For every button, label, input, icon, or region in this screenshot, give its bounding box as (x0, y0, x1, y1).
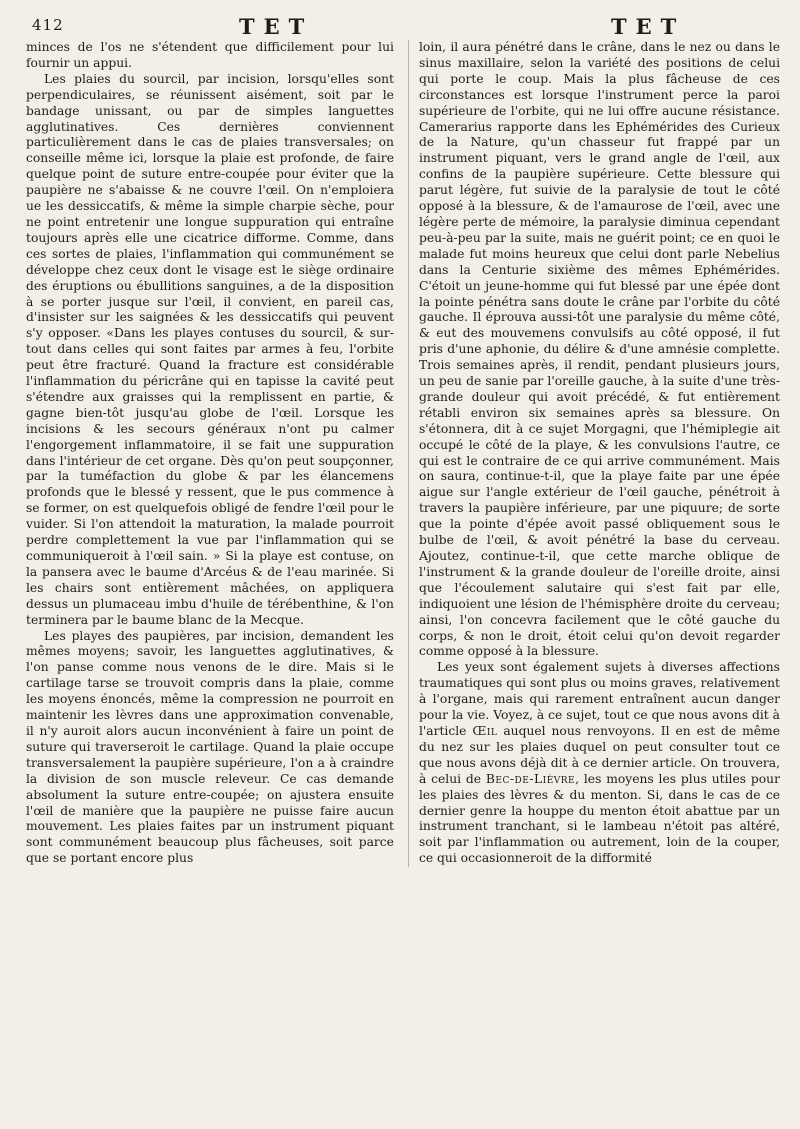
paragraph: Les plaies du sourcil, par incision, lorsqu'elles sont perpendiculaires, se réunissent aisément, soit par le bandage unissant, ou par de simples languettes agglutinatives. Ces dernières conviennent particulièrement dans le cas de plaies transversales; on conseille même ici, lorsque la plaie est profonde, de faire quelque point de suture entre-coupée pour éviter que la paupière ne s'abaisse & ne couvre l'œil. On n'emploiera ue les dessiccatifs, & même la simple charpie sèche, pour ne point entretenir une longue suppuration qui entraîne toujours après elle une cicatrice difforme. Comme, dans ces sortes de plaies, l'inflammation qui communément se développe chez ceux dont le visage est le siège ordinaire des éruptions ou ébullitions sanguines, a de la disposition à se porter jusque sur l'œil, il convient, en pareil cas, d'insister sur les saignées & les dessiccatifs qui peuvent s'y opposer. «Dans les playes contuses du sourcil, & sur-tout dans celles qui sont faites par armes à feu, l'orbite peut être fracturé. Quand la fracture est considérable l'inflammation du péricrâne qui en tapisse la cavité peut s'étendre aux graisses qui la remplissent en partie, & gagne bien-tôt jusqu'au globe de l'œil. Lorsque les incisions & les secours généraux n'ont pu calmer l'engorgement inflammatoire, il se fait une suppuration dans l'intérieur de cet organe. Dès qu'on peut soupçonner, par la tuméfaction du globe & par les élancemens profonds que le blessé y ressent, que le pus commence à se former, on est quelquefois obligé de fendre l'œil pour le vuider. Si l'on attendoit la maturation, la malade pourroit perdre complettement la vue par l'inflammation qui se communiqueroit à l'œil sain. » Si la playe est contuse, on la pansera avec le baume d'Arcéus & de l'eau marinée. Si les chairs sont entièrement mâchées, on appliquera dessus un plumaceau imbu d'huile de térébenthine, & l'on terminera par le baume blanc de la Mecque. (26, 71, 394, 627)
cross-reference: Bec-de-Lièvre (485, 771, 576, 786)
running-title-right: TET (611, 14, 686, 39)
paragraph-text: auquel nous renvoyons. Il en est de même du nez sur les plaies duquel on peut consulter tout ce que nous avons déjà dit à ce dernier article. On trouvera, à celui de (418, 723, 780, 786)
right-column (408, 40, 780, 867)
page-number: 412 (32, 16, 64, 34)
left-column (26, 40, 394, 867)
paragraph: loin, il aura pénétré dans le crâne, dans le nez ou dans le sinus maxillaire, selon la variété des positions de celui qui porte le coup. Mais la plus fâcheuse de ces circonstances est lorsque l'instrument perce la paroi supérieure de l'orbite, qui ne lui offre aucune résistance. Camerarius rapporte dans les Ephémérides des Curieux de la Nature, qu'un chasseur fut frappé par un instrument piquant, vers le grand angle de l'œil, aux confins de la paupière supérieure. Cette blessure qui parut légère, fut suivie de la paralysie de tout le côté opposé à la blessure, & de l'amaurose de l'œil, avec une légère perte de mémoire, la paralysie diminua cependant peu-à-peu par la suite, mais ne guérit point; ce en quoi le malade fut moins heureux que celui dont parle Nebelius dans la Centurie sixième des mêmes Ephémérides. C'étoit un jeune-homme qui fut blessé par une épée dont la pointe pénétra sans doute le crâne par l'orbite du côté gauche. Il éprouva aussi-tôt une paralysie du même côté, & eut des mouvemens convulsifs au côté opposé, il fut pris d'une aphonie, du délire & d'une amnésie complette. Trois semaines après, il rendit, pendant plusieurs jours, un peu de sanie par l'oreille gauche, à la suite d'une très-grande douleur qui avoit précédé, & fut entièrement rétabli environ six semaines après sa blessure. On s'étonnera, dit à ce sujet Morgagni, que l'hémiplegie ait occupé le côté de la playe, & les convulsions l'autre, ce qui est le contraire de ce qui arrive communément. Mais on saura, continue-t-il, que la playe faite par une épée aigue sur l'angle extérieur de l'œil gauche, pénétroit à travers la paupière inférieure, par une piquure; de sorte que la pointe d'épée avoit passé obliquement sous le bulbe de l'œil, & avoit pénétré la base du cerveau. Ajoutez, continue-t-il, que cette marche oblique de l'instrument & la grande douleur de l'oreille droite, ainsi que l'écoulement salutaire qui s'est fait par elle, indiquoient une lésion de l'hémisphère droite du cerveau; ainsi, l'on concevra facilement que le côté gauche du corps, & non le droit, étoit celui qu'on devoit regarder comme opposé à la blessure. (418, 40, 780, 659)
cross-reference: Œil (472, 723, 498, 738)
running-title-left: TET (239, 14, 314, 39)
paragraph: minces de l'os ne s'étendent que difficilement pour lui fournir un appui. (26, 40, 394, 70)
paragraph (419, 660, 780, 867)
running-header (26, 14, 780, 40)
paragraph-text: Les yeux sont également sujets à diverses affections traumatiques qui sont plus ou moins graves, relativement à l'organe, mais qui rarement entraînent aucun danger pour la vie. Voyez, à ce sujet, tout ce que nous avons dit à l'article (418, 660, 780, 738)
text-columns (26, 40, 780, 867)
paragraph: Les playes des paupières, par incision, demandent les mêmes moyens; savoir, les languettes agglutinatives, & l'on panse comme nous venons de le dire. Mais si le cartilage tarse se trouvoit compris dans la plaie, comme les moyens énoncés, même la compression ne pourroit en maintenir les lèvres dans une approximation convenable, il n'y auroit alors aucun inconvénient à faire un point de suture qui traverseroit le cartilage. Quand la plaie occupe transversalement la paupière supérieure, l'on a à craindre la division de son muscle releveur. Ce cas demande absolument la suture entre-coupée; on ajustera ensuite l'œil de manière que la paupière ne puisse faire aucun mouvement. Les plaies faites par un instrument piquant sont communément beaucoup plus fâcheuses, soit parce que se portant encore plus (26, 628, 394, 866)
paragraph-text: , les moyens les plus utiles pour les plaies des lèvres & du menton. Si, dans le cas de ce dernier genre la houppe du menton étoit abattue par un instrument tranchant, si le lambeau n'étoit pas altéré, soit par l'inflammation ou autrement, loin de la couper, ce qui occasionneroit de la difformité (418, 771, 780, 866)
